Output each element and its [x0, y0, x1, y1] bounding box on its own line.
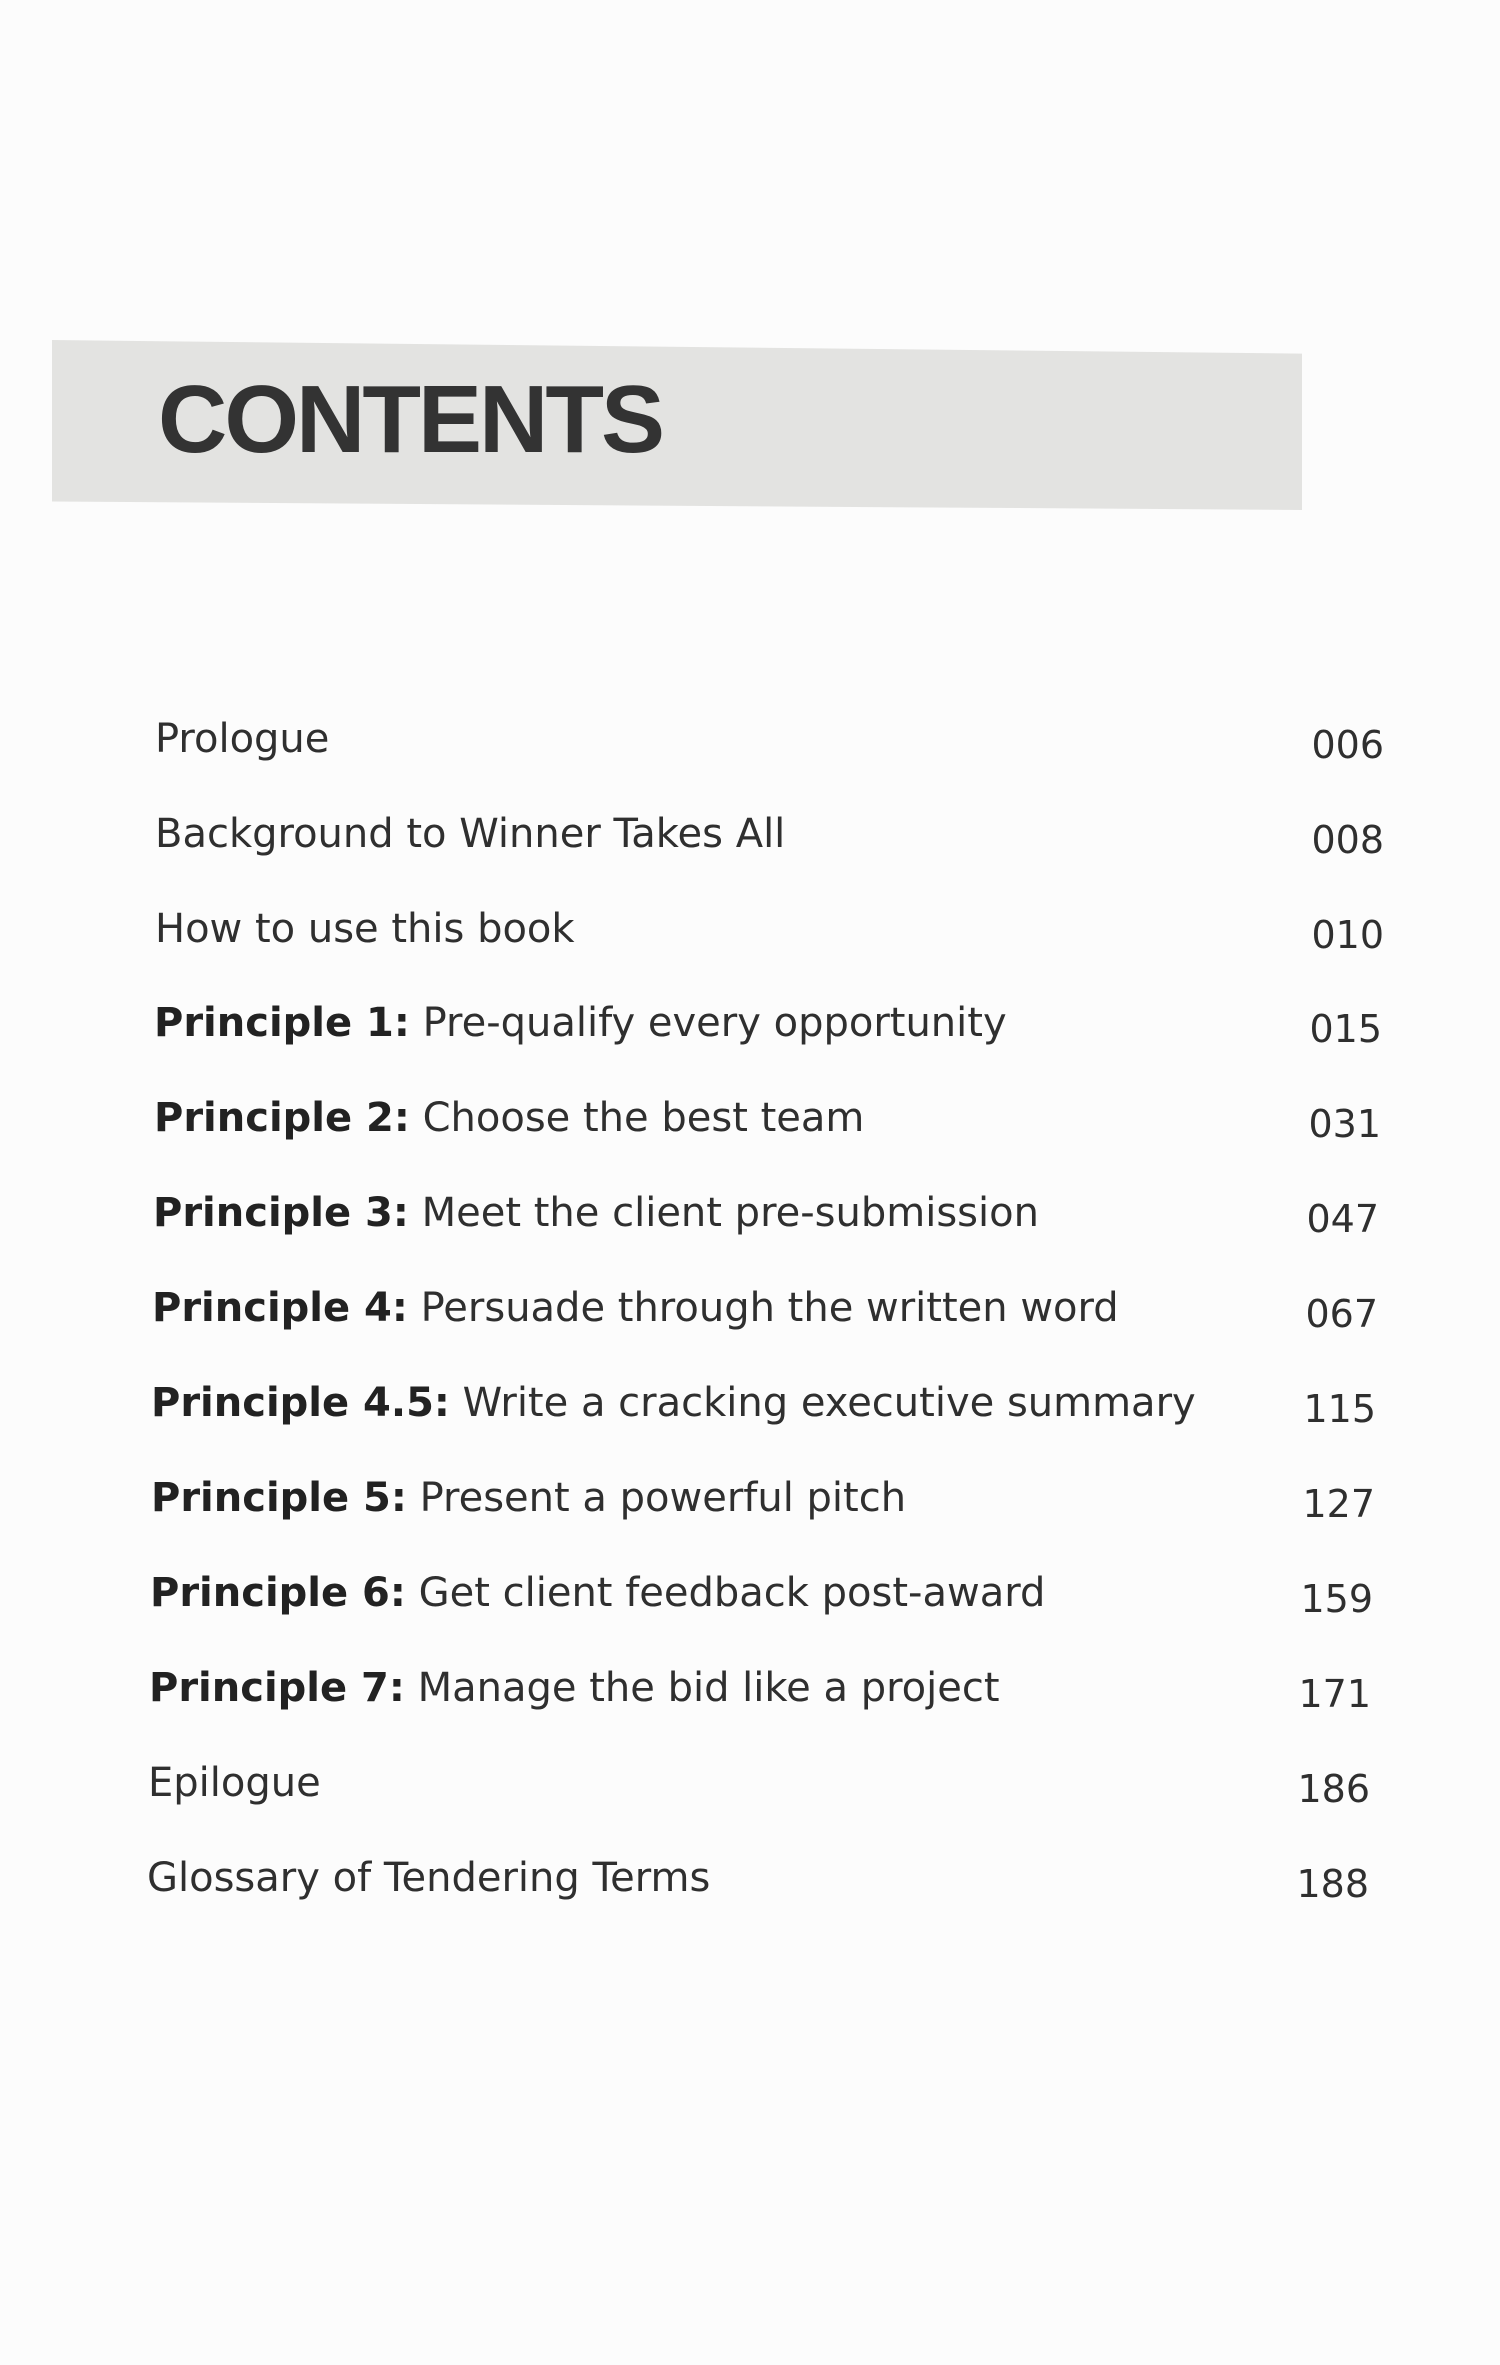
toc-entry-title: Write a cracking executive summary — [449, 1380, 1196, 1426]
toc-entry-prologue — [155, 709, 1384, 769]
toc-entry-page-number: 047 — [1306, 1197, 1379, 1241]
toc-entry-prefix: Principle 1: — [154, 1000, 410, 1046]
toc-entry-prefix: Principle 3: — [153, 1190, 409, 1236]
toc-entry-title: Background to Winner Takes All — [155, 811, 786, 857]
toc-entry-title: Choose the best team — [409, 1095, 865, 1141]
toc-entry-prefix: Principle 6: — [150, 1570, 406, 1616]
toc-entry-label — [153, 1183, 1039, 1243]
toc-entry-prefix: Principle 7: — [149, 1665, 405, 1711]
toc-entry-background — [155, 804, 1384, 864]
toc-entry-page-number: 186 — [1297, 1767, 1370, 1811]
toc-entry-principle-1 — [154, 993, 1382, 1053]
toc-entry-label — [147, 1848, 710, 1908]
toc-entry-page-number: 159 — [1300, 1577, 1373, 1621]
toc-entry-title: Present a powerful pitch — [406, 1475, 907, 1521]
toc-entry-label — [155, 709, 329, 769]
toc-entry-title: Persuade through the written word — [407, 1285, 1119, 1331]
toc-entry-page-number: 006 — [1311, 723, 1384, 767]
toc-entry-page-number: 171 — [1298, 1672, 1371, 1716]
toc-entry-prefix: Principle 5: — [151, 1475, 407, 1521]
toc-entry-title: Glossary of Tendering Terms — [147, 1855, 711, 1901]
toc-entry-title: How to use this book — [155, 906, 575, 952]
toc-entry-prefix: Principle 4: — [152, 1285, 408, 1331]
toc-entry-label — [150, 1563, 1045, 1623]
toc-entry-principle-4 — [152, 1278, 1378, 1338]
toc-entry-principle-3 — [153, 1183, 1379, 1243]
toc-entry-title: Pre-qualify every opportunity — [409, 1000, 1007, 1046]
toc-entry-label — [154, 1088, 864, 1148]
toc-entry-label — [151, 1373, 1196, 1433]
toc-entry-title: Prologue — [155, 716, 330, 762]
toc-entry-title: Get client feedback post-award — [405, 1570, 1046, 1616]
toc-entry-page-number: 115 — [1303, 1387, 1376, 1431]
toc-entry-principle-5 — [151, 1468, 1375, 1528]
toc-entry-page-number: 031 — [1308, 1102, 1381, 1146]
toc-entry-label — [154, 993, 1007, 1053]
toc-entry-label — [151, 1468, 906, 1528]
page-title: CONTENTS — [158, 366, 662, 473]
toc-entry-label — [149, 1658, 1000, 1718]
toc-entry-prefix: Principle 2: — [154, 1095, 410, 1141]
toc-entry-principle-6 — [150, 1563, 1373, 1623]
toc-entry-page-number: 010 — [1311, 913, 1384, 957]
toc-entry-title: Manage the bid like a project — [404, 1665, 1000, 1711]
toc-entry-page-number: 127 — [1302, 1482, 1375, 1526]
toc-entry-title: Epilogue — [148, 1760, 321, 1806]
toc-entry-page-number: 067 — [1305, 1292, 1378, 1336]
toc-entry-title: Meet the client pre-submission — [408, 1190, 1039, 1236]
toc-entry-label — [152, 1278, 1119, 1338]
toc-entry-principle-2 — [154, 1088, 1381, 1148]
toc-entry-label — [155, 899, 575, 959]
toc-entry-epilogue — [148, 1753, 1370, 1813]
toc-entry-page-number: 008 — [1311, 818, 1384, 862]
toc-entry-glossary — [147, 1848, 1369, 1908]
toc-entry-page-number: 015 — [1309, 1007, 1382, 1051]
toc-entry-label — [148, 1753, 321, 1813]
toc-entry-how-to-use — [155, 899, 1384, 959]
toc-entry-label — [155, 804, 785, 864]
toc-entry-principle-7 — [149, 1658, 1371, 1718]
toc-entry-page-number: 188 — [1296, 1862, 1369, 1906]
toc-entry-principle-4-5 — [151, 1373, 1376, 1433]
toc-entry-prefix: Principle 4.5: — [151, 1380, 450, 1426]
